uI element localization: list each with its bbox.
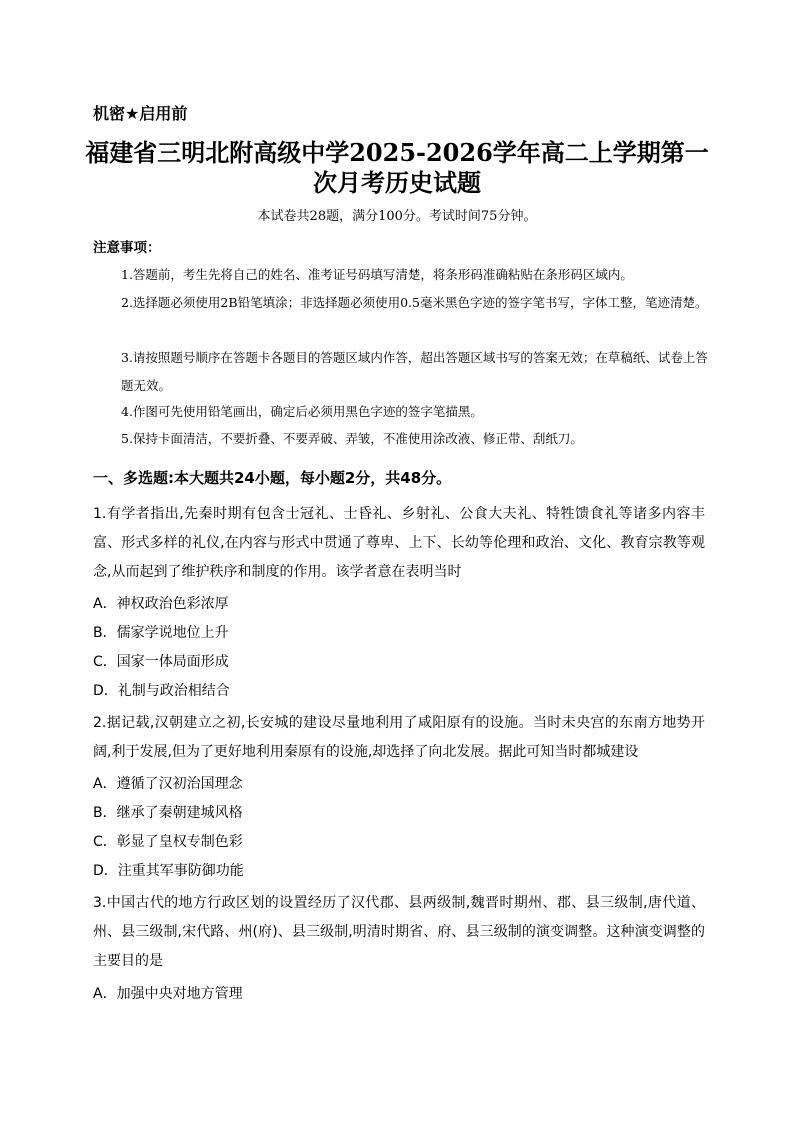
question-stem: 1.有学者指出,先秦时期有包含士冠礼、士昏礼、乡射礼、公食大夫礼、特牲馈食礼等诸多内容丰富、形式多样的礼仪,在内容与形式中贯通了尊卑、上下、长幼等伦理和政治、文化、教育宗教等观念,从而起到了维护秩序和制度的作用。该学者意在表明当时 <box>93 506 705 580</box>
answer-option: C．彰显了皇权专制色彩 <box>93 834 243 850</box>
answer-option: D．礼制与政治相结合 <box>93 683 230 699</box>
answer-option: A．神权政治色彩浓厚 <box>93 596 229 612</box>
notes-heading: 注意事项： <box>93 240 161 256</box>
note-item: 2.选择题必须使用2B铅笔填涂；非选择题必须使用0.5毫米黑色字迹的签字笔书写，字体工整，笔迹清楚。 <box>121 295 708 310</box>
question-stem: 3.中国古代的地方行政区划的设置经历了汉代郡、县两级制,魏晋时期州、郡、县三级制,唐代道、州、县三级制,宋代路、州(府)、县三级制,明清时期省、府、县三级制的演变调整。这种演变调整的主要目的是 <box>93 895 705 969</box>
confidential-label: 机密★启用前 <box>93 104 188 123</box>
exam-info: 本试卷共28题，满分100分。考试时间75分钟。 <box>257 209 537 224</box>
answer-option: B．继承了秦朝建城风格 <box>93 805 243 821</box>
note-item: 4.作图可先使用铅笔画出，确定后必须用黑色字迹的签字笔描黑。 <box>121 404 483 419</box>
note-item: 1.答题前，考生先将自己的姓名、准考证号码填写清楚，将条形码准确粘贴在条形码区域内。 <box>121 267 633 282</box>
page-title-line-2: 次月考历史试题 <box>313 168 481 197</box>
answer-option: D．注重其军事防御功能 <box>93 863 244 879</box>
note-item: 5.保持卡面清洁，不要折叠、不要弄破、弄皱，不准使用涂改液、修正带、刮纸刀。 <box>121 431 583 446</box>
answer-option: A．加强中央对地方管理 <box>93 986 243 1002</box>
note-item: 3.请按照题号顺序在答题卡各题目的答题区域内作答，超出答题区域书写的答案无效；在草稿纸、试卷上答题无效。 <box>121 350 708 393</box>
answer-option: A．遵循了汉初治国理念 <box>93 776 243 792</box>
question-stem: 2.据记载,汉朝建立之初,长安城的建设尽量地利用了咸阳原有的设施。当时未央宫的东南方地势开阔,利于发展,但为了更好地利用秦原有的设施,却选择了向北发展。据此可知当时都城建设 <box>93 715 705 760</box>
answer-option: B．儒家学说地位上升 <box>93 625 229 641</box>
page-title-line-1: 福建省三明北附高级中学2025-2026学年高二上学期第一 <box>85 138 709 167</box>
section-heading: 一、多选题:本大题共24小题，每小题2分，共48分。 <box>93 469 452 487</box>
answer-option: C．国家一体局面形成 <box>93 654 229 670</box>
